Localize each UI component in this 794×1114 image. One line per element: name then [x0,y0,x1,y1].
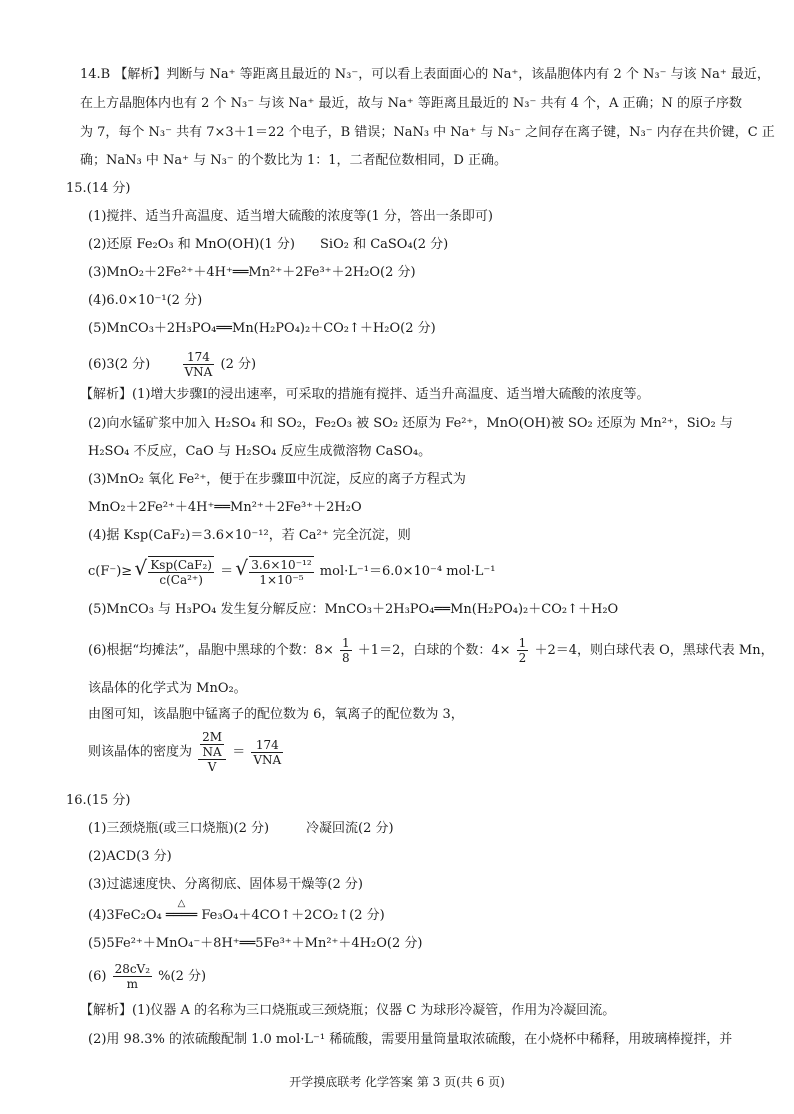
q16-explain-2: (2)用 98.3% 的浓硫酸配制 1.0 mol·L⁻¹ 稀硫酸，需要用量筒量取浓硫酸，在小烧杯中稀释，用玻璃棒搅拌，并 [88,1032,733,1047]
q15-answer-1: (1)搅拌、适当升高温度、适当增大硫酸的浓度等(1 分，答出一条即可) [88,209,493,224]
q15-answer-4: (4)6.0×10⁻¹(2 分) [88,293,203,308]
fraction-numerator: 174 [251,738,283,753]
fraction-numerator: √ Ksp(CaF₂) [150,558,212,572]
equals-sign: ＝ [220,564,234,579]
q15-answer-6-fraction [183,350,215,379]
fraction-denominator: VNA [253,752,282,767]
q16-answer-6 [88,962,206,991]
fraction-numerator: √ 3.6×10⁻¹² [251,558,312,572]
heat-symbol: △ [177,898,186,909]
page-footer: 开学摸底联考 化学答案 第 3 页(共 6 页) [289,1075,505,1089]
q14-line-1: 14.B 【解析】判断与 Na⁺ 等距离且最近的 N₃⁻，可以看上表面面心的 Na⁺，该晶胞体内有 2 个 N₃⁻ 与该 Na⁺ 最近， [80,67,770,82]
fraction-one-eighth [340,636,352,665]
q16-answer-3: (3)过滤速度快、分离彻底、固体易干燥等(2 分) [88,877,363,892]
products: Fe₃O₄＋4CO↑＋2CO₂↑(2 分) [201,908,385,923]
q16-answer-1b: 冷凝回流(2 分) [306,821,394,836]
text-segment: %(2 分) [158,969,207,984]
molar-fraction [200,730,224,759]
q14-line-4: 确；NaN₃ 中 Na⁺ 与 N₃⁻ 的个数比为 1：1，二者配位数相同，D 正确。 [80,153,508,168]
q15-explain-4b [88,556,495,587]
q15-explain-4a: (4)据 Ksp(CaF₂)＝3.6×10⁻¹²，若 Ca²⁺ 完全沉淀，则 [88,528,411,543]
q15-answer-6-value: (6)3(2 分) [88,357,151,372]
sqrt-expression-2 [237,556,315,587]
fraction-denominator: VNA [184,365,213,379]
text-segment: (6)根据“均摊法”，晶胞中黑球的个数：8× [88,643,334,658]
text-segment: 则该晶体的密度为 [88,744,193,760]
q15-answer-3: (3)MnO₂＋2Fe²⁺＋4H⁺══Mn²⁺＋2Fe³⁺＋2H₂O(2 分) [88,265,416,280]
q16-answer-1a: (1)三颈烧瓶(或三口烧瓶)(2 分) [88,821,270,836]
q16-answer-5: (5)5Fe²⁺＋MnO₄⁻＋8H⁺══5Fe³⁺＋Mn²⁺＋4H₂O(2 分) [88,936,423,951]
fraction-numerator: 174 [183,350,215,365]
fraction-numerator: 1 [518,636,527,650]
fraction-numerator: 1 [342,636,350,650]
q16-header: 16.(15 分) [66,793,131,808]
q15-answer-2a: (2)还原 Fe₂O₃ 和 MnO(OH)(1 分) [88,237,295,252]
fraction-numerator [198,730,226,760]
q15-explain-5: (5)MnCO₃ 与 H₃PO₄ 发生复分解反应：MnCO₃＋2H₃PO₄══Mn(H₂PO₄)₂＋CO₂↑＋H₂O [88,602,619,617]
q15-explain-3a: (3)MnO₂ 氧化 Fe²⁺，便于在步骤Ⅲ中沉淀，反应的离子方程式为 [88,472,466,487]
heat-condition-arrow: △ ════ [166,907,197,924]
q15-explain-3b: MnO₂＋2Fe²⁺＋4H⁺══Mn²⁺＋2Fe³⁺＋2H₂O [88,500,362,515]
q14-line-3: 为 7，每个 N₃⁻ 共有 7×3＋1＝22 个电子，B 错误；NaN₃ 中 Na⁺ 与 N₃⁻ 之间存在离子键，N₃⁻ 内存在共价键，C 正 [80,125,775,140]
q15-answer-2b: SiO₂ 和 CaSO₄(2 分) [320,237,449,252]
q15-answer-6 [88,350,256,379]
sqrt-expression-1 [136,556,216,587]
q16-answer-2: (2)ACD(3 分) [88,849,172,864]
fraction-numerator: 2M [202,730,223,744]
fraction-denominator: m [126,977,138,991]
q15-explain-2a: (2)向水锰矿浆中加入 H₂SO₄ 和 SO₂，Fe₂O₃ 被 SO₂ 还原为 Fe²⁺，MnO(OH)被 SO₂ 还原为 Mn²⁺，SiO₂ 与 [88,416,733,431]
density-result-fraction [251,738,283,767]
density-fraction [198,730,226,774]
q15-explain-6b: 该晶体的化学式为 MnO₂。 [88,681,247,696]
fraction-numerator: 28cV₂ [114,962,151,976]
formula-prefix: c(F⁻)≥ [88,564,133,579]
q15-explain-6c: 由图可知，该晶胞中锰离子的配位数为 6，氧离子的配位数为 3， [88,707,464,722]
fraction-denominator: 1×10⁻⁵ [259,573,304,587]
text-segment: ＋1＝2，白球的个数：4× [357,643,511,658]
q16-explain-1: 【解析】(1)仪器 A 的名称为三口烧瓶或三颈烧瓶；仪器 C 为球形冷凝管，作用为冷凝回流。 [80,1003,616,1018]
q15-answer-6-score: (2 分) [220,357,257,372]
q14-line-2: 在上方晶胞体内也有 2 个 N₃⁻ 与该 Na⁺ 最近，故与 Na⁺ 等距离且最近的 N₃⁻ 共有 4 个，A 正确；N 的原子序数 [80,96,743,111]
q15-header: 15.(14 分) [66,181,131,196]
fraction-denominator: V [207,760,217,774]
text-segment: ＋2＝4，则白球代表 O，黑球代表 Mn， [534,643,774,658]
equals-sign: ＝ [232,744,246,760]
q15-explain-6a [88,636,774,665]
fraction-one-half [517,636,529,665]
q15-explain-2b: H₂SO₄ 不反应，CaO 与 H₂SO₄ 反应生成微溶物 CaSO₄。 [88,444,432,459]
q16-answer-6-fraction [113,962,152,991]
fraction-denominator: NA [202,745,222,759]
fraction-denominator: 8 [342,651,350,665]
sqrt-fraction-2 [249,556,313,587]
q16-answer-4 [88,898,385,924]
text-segment: (6) [88,969,107,984]
formula-result: mol·L⁻¹＝6.0×10⁻⁴ mol·L⁻¹ [319,564,496,579]
fraction-denominator: c(Ca²⁺) [159,573,203,587]
q15-answer-5: (5)MnCO₃＋2H₃PO₄══Mn(H₂PO₄)₂＋CO₂↑＋H₂O(2 分) [88,321,436,336]
q15-explain-1: 【解析】(1)增大步骤Ⅰ的浸出速率，可采取的措施有搅拌、适当升高温度、适当增大硫酸的浓度等。 [80,387,650,402]
reactant: (4)3FeC₂O₄ [88,908,162,923]
fraction-denominator: 2 [518,651,527,665]
sqrt-fraction-1 [148,556,214,587]
q15-explain-6d [88,730,285,774]
